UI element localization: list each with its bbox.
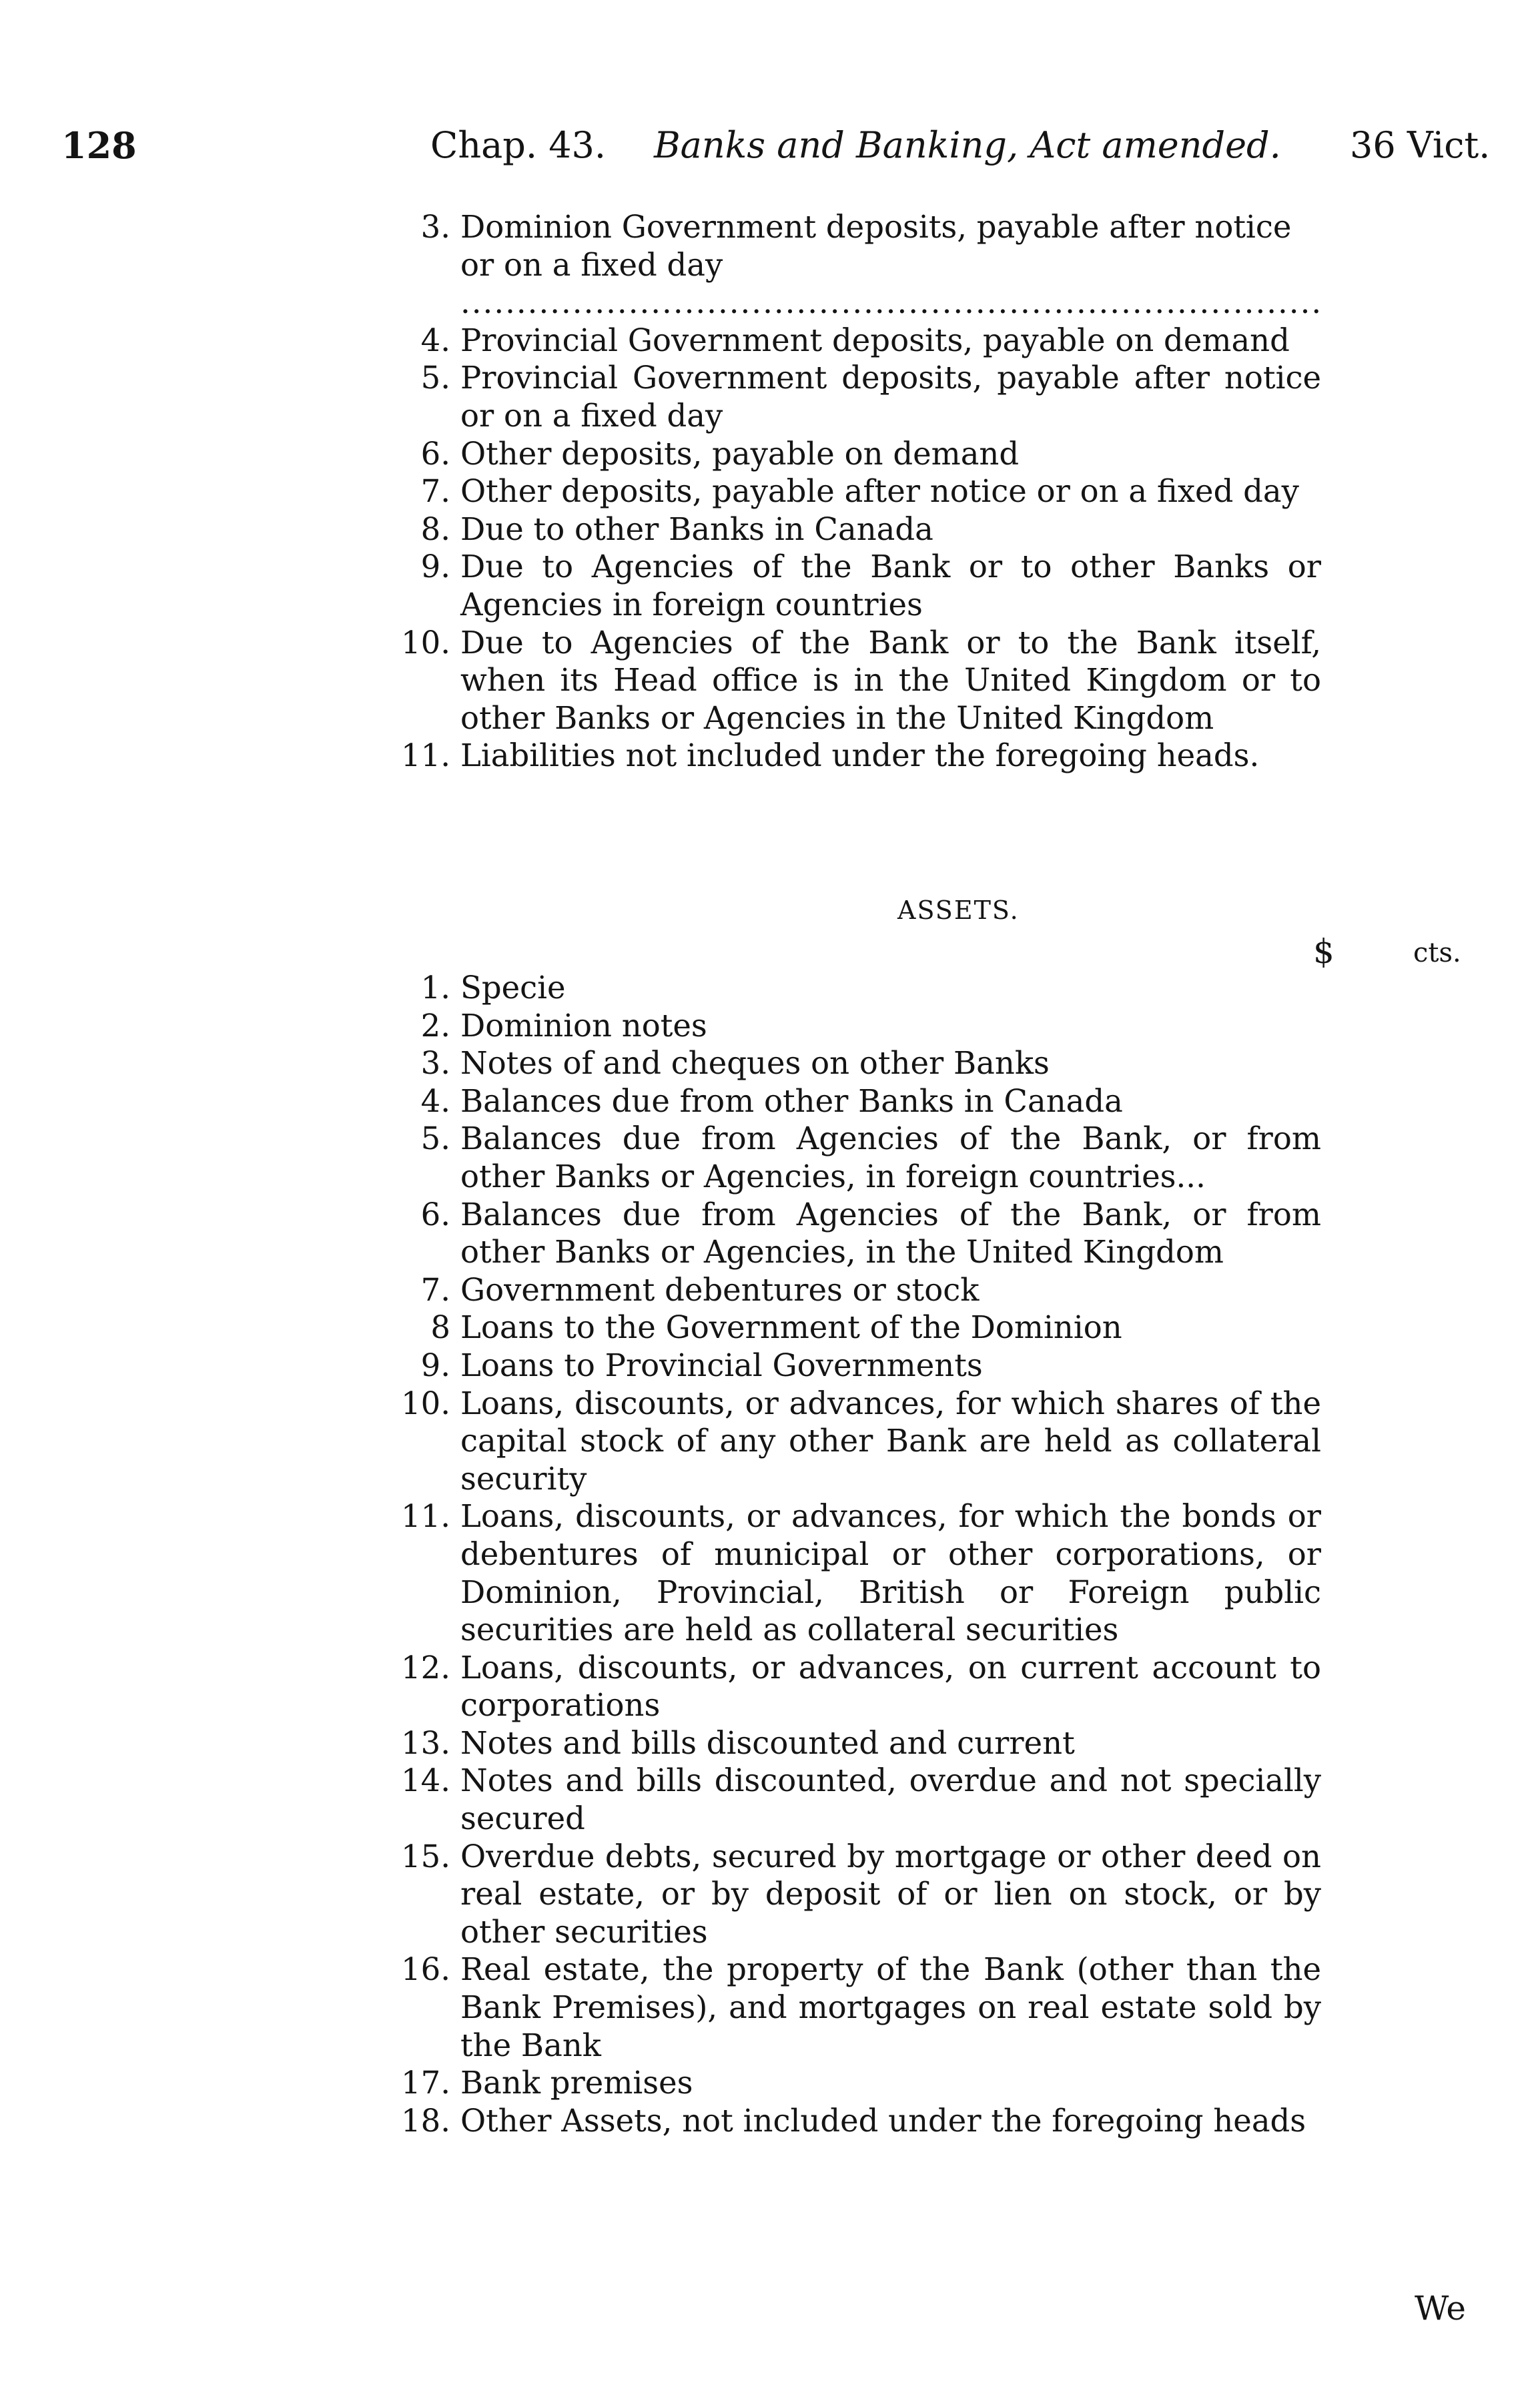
chapter-label: Chap. 43. xyxy=(430,124,607,166)
liability-item: 9. Due to Agencies of the Bank or to other Banks or Agencies in foreign countries xyxy=(420,549,1321,623)
asset-item: 4. Balances due from other Banks in Canada xyxy=(420,1082,1123,1119)
asset-item: 15. Overdue debts, secured by mortgage or other deed on real estate, or by deposit of or lien on stock, or by other securities xyxy=(401,1838,1321,1950)
liability-item: 3. Dominion Government deposits, payable after notice or on a fixed day ..... xyxy=(460,208,1321,322)
asset-item: 9. Loans to Provincial Governments xyxy=(420,1347,983,1383)
liability-item: 8. Due to other Banks in Canada xyxy=(420,510,933,547)
dollars-column-header: $ xyxy=(1313,932,1334,971)
asset-item: 2. Dominion notes xyxy=(420,1007,707,1044)
asset-item: 1. Specie xyxy=(420,970,566,1006)
liability-item: 5. Provincial Government deposits, payable after notice or on a fixed day xyxy=(420,360,1321,434)
regnal-year: 36 Vict. xyxy=(1350,124,1491,166)
liability-item: 11. Liabilities not included under the foregoing heads. xyxy=(401,737,1260,774)
asset-item: 11. Loans, discounts, or advances, for which the bonds or debentures of municipal or other corporations, or Dominion, Provincial, British or Foreign public securities are held as collateral securities xyxy=(401,1498,1321,1648)
liability-item: 4. Provincial Government deposits, payable on demand xyxy=(420,322,1290,358)
asset-item: 3. Notes of and cheques on other Banks xyxy=(420,1045,1050,1082)
catchword: We xyxy=(1415,2289,1466,2328)
asset-item: 7. Government debentures or stock xyxy=(420,1271,980,1308)
asset-item: 14. Notes and bills discounted, overdue and not specially secured xyxy=(401,1762,1321,1837)
assets-list xyxy=(401,969,1321,2139)
liabilities-list xyxy=(401,208,1321,775)
asset-item: 16. Real estate, the property of the Bank (other than the Bank Premises), and mortgages on real estate sold by the Bank xyxy=(401,1951,1321,2063)
asset-item: 18. Other Assets, not included under the foregoing heads xyxy=(401,2102,1306,2139)
cents-column-header: cts. xyxy=(1413,938,1461,968)
asset-item: 8 Loans to the Government of the Dominion xyxy=(430,1309,1122,1346)
liability-item: 7. Other deposits, payable after notice or on a fixed day xyxy=(420,473,1299,510)
asset-item: 10. Loans, discounts, or advances, for which shares of the capital stock of any other Bank are held as collateral security xyxy=(401,1385,1321,1497)
asset-item: 17. Bank premises xyxy=(401,2065,693,2101)
page-number: 128 xyxy=(61,124,137,167)
asset-item: 5. Balances due from Agencies of the Bank, or from other Banks or Agencies, in foreign countries... xyxy=(420,1120,1321,1195)
liability-item: 6. Other deposits, payable on demand xyxy=(420,435,1020,472)
assets-heading: ASSETS. xyxy=(897,896,1020,925)
asset-item: 12. Loans, discounts, or advances, on current account to corporations xyxy=(401,1649,1321,1724)
asset-item: 6. Balances due from Agencies of the Bank, or from other Banks or Agencies, in the United Kingdom xyxy=(420,1196,1321,1271)
page-title: Banks and Banking, Act amended. xyxy=(654,124,1281,166)
liability-item: 10. Due to Agencies of the Bank or to the Bank itself, when its Head office is in the United Kingdom or to other Banks or Agencies in the United Kingdom xyxy=(401,624,1321,736)
asset-item: 13. Notes and bills discounted and current xyxy=(401,1724,1075,1761)
